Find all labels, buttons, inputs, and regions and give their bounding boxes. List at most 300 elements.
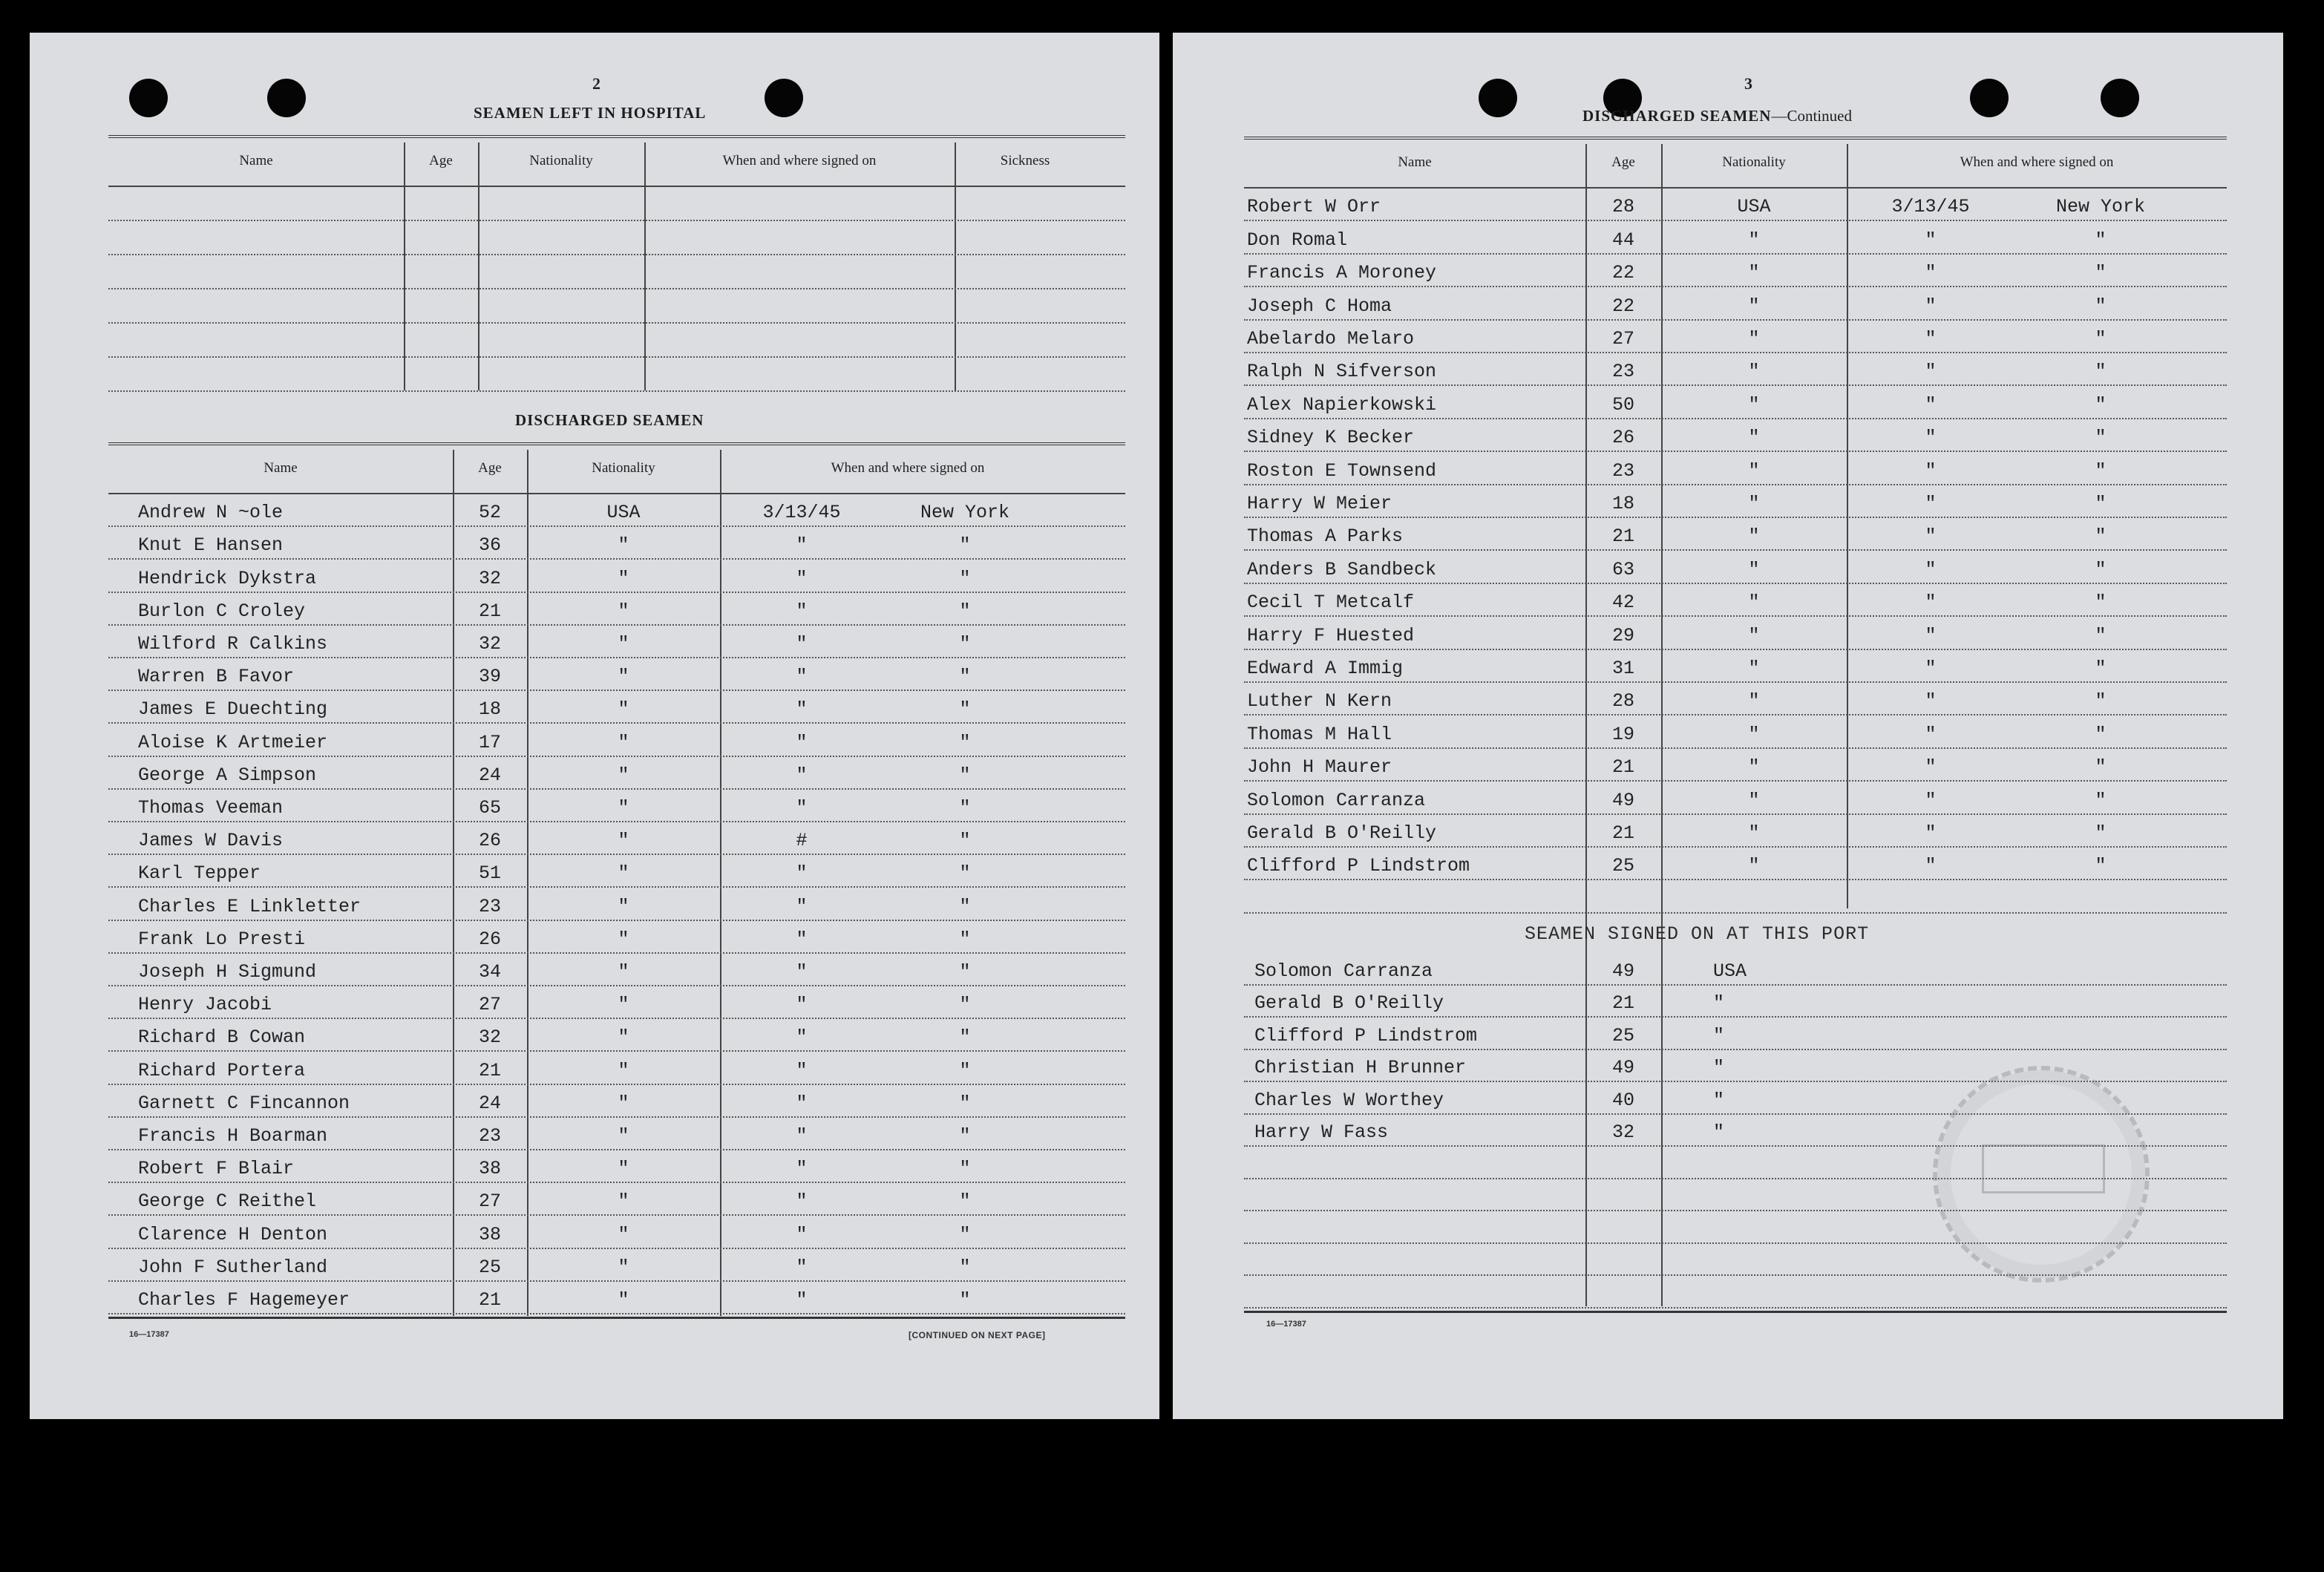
seaman-name: Joseph H Sigmund [138,961,317,983]
seaman-age: 65 [478,797,501,819]
seaman-nationality: " [618,567,629,589]
seaman-age: 23 [478,895,501,917]
row-line [108,1280,1125,1282]
row-line [1244,583,2227,584]
signed-on-date: " [796,731,808,753]
seaman-nationality: " [1748,262,1760,284]
seaman-nationality: " [1748,393,1760,416]
received-stamp-seal [1933,1066,2150,1283]
row-line [1244,451,2227,452]
seaman-age: 23 [1611,459,1634,482]
signed-on-place: " [959,1026,971,1049]
seaman-age: 27 [1611,328,1634,350]
seaman-age: 24 [478,764,501,786]
seaman-nationality: " [1748,723,1760,745]
seaman-age: 21 [478,1059,501,1081]
seaman-name: Solomon Carranza [1247,789,1426,811]
row-line [108,1116,1125,1118]
seaman-name: James E Duechting [138,698,328,721]
title-suffix: —Continued [1771,107,1852,125]
signed-on-place: " [959,600,971,622]
seaman-nationality: " [618,698,629,721]
signed-on-date: " [796,764,808,786]
column-header: When and where signed on [722,153,877,168]
header-rule [1244,187,2227,189]
signed-on-place: " [2095,295,2107,317]
signed-on-date: " [1925,459,1937,482]
seaman-nationality: " [1713,1024,1725,1047]
seaman-name: Henry Jacobi [138,994,272,1016]
signed-on-date: " [796,961,808,983]
seaman-nationality: " [1713,1121,1725,1143]
form-number: 16—17387 [129,1330,169,1339]
signed-on-date: " [796,600,808,622]
signed-on-place: " [959,1092,971,1114]
signed-on-date: " [1925,789,1937,811]
seaman-name: Christian H Brunner [1254,1057,1467,1078]
column-header: Name [264,460,298,476]
seaman-nationality: " [618,797,629,819]
right-page [1173,33,2283,1419]
signed-on-section-title: SEAMEN SIGNED ON AT THIS PORT [1525,923,1870,945]
signed-on-date: " [796,534,808,557]
punch-hole [129,79,168,117]
row-line [108,624,1125,626]
seaman-nationality: " [1748,361,1760,383]
row-line [108,1182,1125,1183]
row-line [1244,286,2227,287]
column-header: Age [429,153,453,168]
page-number: 2 [592,74,600,93]
signed-on-date: " [796,1289,808,1311]
signed-on-date: " [1925,295,1937,317]
signed-on-place: " [2095,658,2107,679]
seaman-name: Charles W Worthey [1254,1089,1444,1111]
row-line [108,254,1125,255]
seaman-age: 27 [478,1191,501,1213]
seaman-name: Wilford R Calkins [138,633,328,655]
signed-on-place: " [2095,558,2107,580]
seaman-age: 21 [1611,822,1634,844]
seaman-name: Richard B Cowan [138,1026,306,1049]
signed-on-date: " [796,1158,808,1180]
signed-on-place: " [959,830,971,852]
row-line [108,1313,1125,1314]
column-header: Age [478,460,502,476]
seaman-age: 42 [1611,592,1634,614]
punch-hole [765,79,803,117]
seaman-name: Cecil T Metcalf [1247,592,1415,614]
row-line [1244,615,2227,617]
seaman-age: 32 [1611,1121,1634,1143]
seaman-age: 50 [1611,393,1634,416]
seaman-age: 22 [1611,295,1634,317]
signed-on-place: " [959,666,971,688]
column-header: Name [239,153,273,168]
column-header: Name [1398,154,1432,170]
seaman-nationality: " [1748,558,1760,580]
column-header: Nationality [592,460,655,476]
column-header: When and where signed on [1960,154,2114,170]
seaman-name: Richard Portera [138,1059,306,1081]
form-number: 16—17387 [1266,1320,1306,1329]
signed-on-place: " [959,764,971,786]
signed-on-date: " [796,1256,808,1278]
seaman-nationality: " [1713,1057,1725,1078]
seaman-name: Anders B Sandbeck [1247,558,1437,580]
seaman-age: 22 [1611,262,1634,284]
seaman-nationality: " [1748,328,1760,350]
row-line [1244,352,2227,353]
signed-on-place: " [2095,229,2107,251]
signed-on-date: " [796,895,808,917]
seaman-nationality: " [1748,459,1760,482]
seaman-nationality: " [1713,1089,1725,1111]
seaman-age: 44 [1611,229,1634,251]
seaman-name: John F Sutherland [138,1256,328,1278]
seaman-age: 26 [478,830,501,852]
signed-on-place: " [959,633,971,655]
signed-on-date: " [1925,690,1937,713]
seaman-age: 21 [1611,756,1634,779]
signed-on-date: " [1925,493,1937,514]
row-line [108,690,1125,691]
row-line [108,322,1125,324]
column-header: Sickness [1000,153,1050,168]
signed-on-place: " [2095,427,2107,449]
signed-on-place: " [959,1059,971,1081]
seaman-nationality: " [1748,493,1760,514]
header-rule [108,493,1125,494]
row-line [108,220,1125,221]
row-line [1244,879,2227,880]
row-line [108,1018,1125,1019]
seaman-age: 51 [478,862,501,885]
seaman-name: Joseph C Homa [1247,295,1392,317]
continued-note: [CONTINUED ON NEXT PAGE] [909,1330,1046,1340]
signed-on-date: " [1925,723,1937,745]
signed-on-place: " [2095,393,2107,416]
left-page [30,33,1159,1419]
row-line [1244,517,2227,518]
seaman-nationality: " [618,1256,629,1278]
signed-on-place: " [959,895,971,917]
seaman-name: Edward A Immig [1247,658,1404,679]
signed-on-place: " [2095,624,2107,646]
seaman-name: Andrew N ~ole [138,502,284,524]
row-line [108,854,1125,855]
seaman-name: Thomas Veeman [138,797,284,819]
seaman-age: 25 [478,1256,501,1278]
row-line [108,952,1125,954]
discharged-continued-title [1582,107,1852,125]
seaman-name: Alex Napierkowski [1247,393,1437,416]
seaman-name: Harry W Meier [1247,493,1392,514]
row-line [108,657,1125,658]
signed-on-place: " [959,961,971,983]
seaman-age: 32 [478,1026,501,1049]
seaman-name: Burlon C Croley [138,600,306,622]
row-line [1244,1307,2227,1309]
signed-on-date: # [796,830,808,852]
row-line [1244,912,2227,914]
row-line [108,288,1125,289]
signed-on-place: " [2095,525,2107,548]
seaman-nationality: " [618,666,629,688]
seaman-nationality: " [618,895,629,917]
row-line [108,592,1125,593]
signed-on-place: " [2095,756,2107,779]
signed-on-date: 3/13/45 [1891,196,1970,218]
signed-on-date: " [796,1059,808,1081]
row-line [108,886,1125,888]
seaman-age: 34 [478,961,501,983]
signed-on-date: " [1925,558,1937,580]
row-line [108,1214,1125,1216]
seaman-nationality: " [618,862,629,885]
seaman-name: Thomas A Parks [1247,525,1404,548]
seaman-name: Thomas M Hall [1247,723,1392,745]
seaman-nationality: " [618,1092,629,1114]
column-divider [644,143,646,390]
discharged-section-title: DISCHARGED SEAMEN [515,411,704,429]
seaman-age: 24 [478,1092,501,1114]
signed-on-place: " [959,534,971,557]
row-line [1244,220,2227,221]
column-header: When and where signed on [831,460,985,476]
signed-on-place: " [2095,789,2107,811]
punch-hole [267,79,306,117]
signed-on-place: " [2095,723,2107,745]
seaman-nationality: " [618,1289,629,1311]
seaman-age: 28 [1611,690,1634,713]
signed-on-place: " [959,731,971,753]
seaman-nationality: " [618,1158,629,1180]
seaman-nationality: " [1748,624,1760,646]
signed-on-date: " [1925,328,1937,350]
seaman-nationality: " [618,1191,629,1213]
punch-hole [1479,79,1517,117]
signed-on-place: " [959,1158,971,1180]
seaman-age: 49 [1611,789,1634,811]
row-line [1244,253,2227,255]
row-line [1244,1049,2227,1050]
seaman-age: 26 [1611,427,1634,449]
punch-hole [2101,79,2139,117]
signed-on-date: " [796,1125,808,1147]
row-line [108,390,1125,392]
signed-on-date: " [796,928,808,950]
stamp-inner-box [1982,1144,2105,1193]
signed-on-date: " [1925,592,1937,614]
row-line [1244,418,2227,419]
signed-on-date: " [1925,822,1937,844]
seaman-name: George C Reithel [138,1191,317,1213]
signed-on-place: " [959,1256,971,1278]
seaman-nationality: " [618,1026,629,1049]
signed-on-place: " [2095,592,2107,614]
signed-on-place: " [2095,855,2107,877]
seaman-age: 17 [478,731,501,753]
seaman-name: Harry F Huested [1247,624,1415,646]
seaman-age: 27 [478,994,501,1016]
seaman-name: Robert F Blair [138,1158,295,1180]
row-line [1244,484,2227,485]
seaman-nationality: USA [606,502,641,524]
seaman-nationality: " [618,633,629,655]
signed-on-date: " [796,1191,808,1213]
row-line [1244,319,2227,321]
seaman-age: 25 [1611,855,1634,877]
seaman-nationality: " [618,994,629,1016]
seaman-nationality: " [618,600,629,622]
signed-on-date: " [1925,262,1937,284]
signed-on-place: " [2095,690,2107,713]
signed-on-place: " [2095,361,2107,383]
hospital-section-title: SEAMEN LEFT IN HOSPITAL [474,104,707,122]
seaman-nationality: " [1748,789,1760,811]
signed-on-place: " [959,1223,971,1245]
table-top-rule [108,135,1125,140]
seaman-name: Clarence H Denton [138,1223,328,1245]
row-line [1244,846,2227,848]
seaman-age: 31 [1611,658,1634,679]
signed-on-date: " [1925,855,1937,877]
signed-on-date: " [1925,361,1937,383]
signed-on-date: " [1925,756,1937,779]
seaman-name: Hendrick Dykstra [138,567,317,589]
seaman-age: 39 [478,666,501,688]
signed-on-place: " [959,797,971,819]
seaman-age: 18 [478,698,501,721]
seaman-name: Knut E Hansen [138,534,284,557]
row-line [108,985,1125,986]
seaman-nationality: " [1748,295,1760,317]
signed-on-date: " [796,1092,808,1114]
seaman-nationality: " [1748,690,1760,713]
signed-on-date: " [796,1223,808,1245]
signed-on-place: " [2095,493,2107,514]
signed-on-place: " [959,567,971,589]
seaman-age: 32 [478,633,501,655]
seaman-nationality: " [1748,229,1760,251]
row-line [1244,384,2227,386]
seaman-nationality: " [618,928,629,950]
seaman-age: 21 [1611,992,1634,1014]
seaman-name: James W Davis [138,830,284,852]
seaman-name: Robert W Orr [1247,196,1381,218]
signed-on-date: " [796,633,808,655]
row-line [1244,984,2227,986]
signed-on-place: " [959,1125,971,1147]
seaman-age: 25 [1611,1024,1634,1047]
row-line [1244,813,2227,815]
seaman-name: Gerald B O'Reilly [1247,822,1437,844]
signed-on-place: " [2095,822,2107,844]
seaman-age: 63 [1611,558,1634,580]
row-line [108,558,1125,560]
seaman-name: Harry W Fass [1254,1121,1389,1143]
seaman-name: John H Maurer [1247,756,1392,779]
signed-on-place: " [2095,459,2107,482]
column-header: Age [1611,154,1635,170]
signed-on-date: " [796,666,808,688]
seaman-name: Gerald B O'Reilly [1254,992,1444,1014]
row-line [1244,1016,2227,1018]
seaman-name: Clifford P Lindstrom [1247,855,1470,877]
seaman-age: 38 [478,1223,501,1245]
seaman-name: Francis H Boarman [138,1125,328,1147]
seaman-name: Garnett C Fincannon [138,1092,350,1114]
row-line [108,1248,1125,1249]
seaman-age: 52 [478,502,501,524]
signed-on-place: New York [920,502,1010,524]
column-divider [404,143,405,390]
seaman-age: 49 [1611,960,1634,982]
signed-on-place: " [959,862,971,885]
signed-on-place: " [2095,328,2107,350]
seaman-name: Frank Lo Presti [138,928,306,950]
signed-on-date: " [796,797,808,819]
seaman-nationality: " [618,830,629,852]
signed-on-date: " [796,994,808,1016]
row-line [108,1149,1125,1150]
signed-on-date: " [1925,624,1937,646]
seaman-name: Warren B Favor [138,666,295,688]
seaman-name: Charles E Linkletter [138,895,361,917]
signed-on-place: New York [2055,196,2146,218]
seaman-age: 49 [1611,1057,1634,1078]
signed-on-date: " [1925,525,1937,548]
seaman-name: Karl Tepper [138,862,261,885]
column-divider [955,143,956,390]
signed-on-place: " [959,698,971,721]
table-top-rule [1244,137,2227,141]
column-header: Nationality [1722,154,1786,170]
seaman-age: 18 [1611,493,1634,514]
signed-on-date: " [796,567,808,589]
column-header: Nationality [529,153,593,168]
seaman-name: Charles F Hagemeyer [138,1289,350,1311]
seaman-name: George A Simpson [138,764,317,786]
signed-on-place: " [959,928,971,950]
seaman-nationality: " [618,1125,629,1147]
seaman-nationality: " [618,764,629,786]
signed-on-date: " [1925,393,1937,416]
seaman-nationality: " [618,1059,629,1081]
seaman-name: Ralph N Sifverson [1247,361,1437,383]
row-line [108,356,1125,358]
seaman-age: 28 [1611,196,1634,218]
row-line [108,1050,1125,1052]
seaman-age: 21 [478,1289,501,1311]
seaman-name: Clifford P Lindstrom [1254,1024,1478,1047]
seaman-nationality: " [1748,525,1760,548]
punch-hole [1970,79,2009,117]
seaman-nationality: " [1748,427,1760,449]
row-line [1244,681,2227,683]
seaman-age: 21 [1611,525,1634,548]
seaman-age: 38 [478,1158,501,1180]
seaman-nationality: " [618,731,629,753]
row-line [1244,549,2227,551]
page-number: 3 [1744,74,1752,93]
row-line [1244,649,2227,650]
column-divider [478,143,479,390]
seaman-age: 21 [478,600,501,622]
seaman-age: 40 [1611,1089,1634,1111]
header-rule [108,186,1125,187]
